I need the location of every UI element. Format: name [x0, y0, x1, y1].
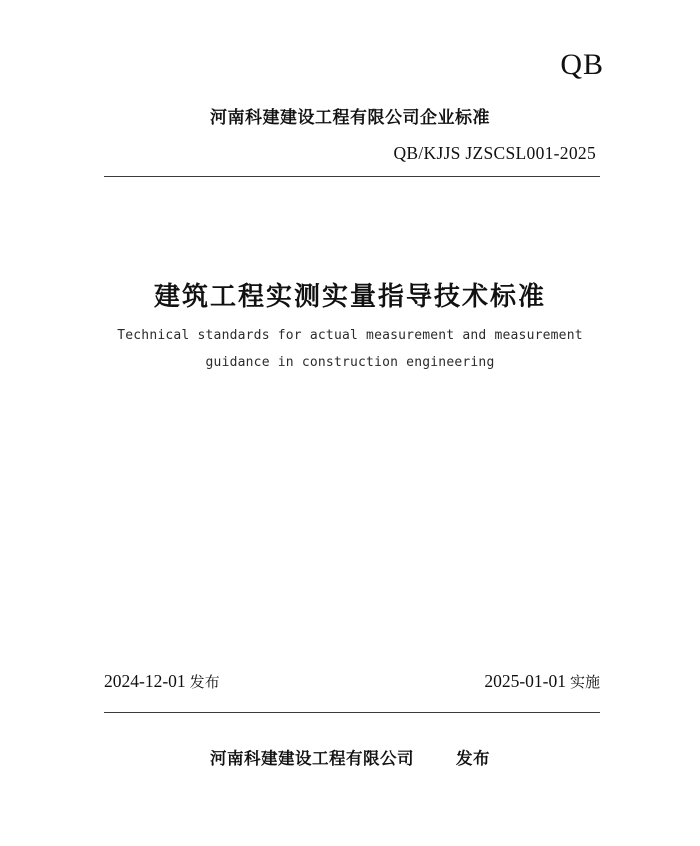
standard-mark: QB — [560, 48, 604, 81]
standard-code: QB/KJJS JZSCSL001-2025 — [393, 143, 596, 163]
document-title-en-line-2: guidance in construction engineering — [205, 355, 495, 370]
publisher-line — [0, 745, 700, 769]
effective-date: 2025-01-01 — [484, 671, 566, 691]
document-title-en-line-1: Technical standards for actual measurement and measurement — [117, 328, 583, 343]
publisher-label: 发布 — [456, 749, 490, 768]
issue-date-group — [104, 671, 220, 692]
header-divider — [104, 176, 600, 177]
document-title-en — [0, 322, 700, 376]
standard-owner-line: 河南科建建设工程有限公司企业标准 — [210, 108, 490, 128]
effective-date-label: 实施 — [569, 673, 600, 691]
effective-date-group — [484, 671, 600, 692]
issue-date-label: 发布 — [189, 673, 220, 691]
issue-date: 2024-12-01 — [104, 671, 186, 691]
date-row — [104, 671, 600, 692]
publisher-name: 河南科建建设工程有限公司 — [210, 749, 414, 768]
footer-divider — [104, 712, 600, 713]
document-title-cn: 建筑工程实测实量指导技术标准 — [153, 282, 546, 312]
